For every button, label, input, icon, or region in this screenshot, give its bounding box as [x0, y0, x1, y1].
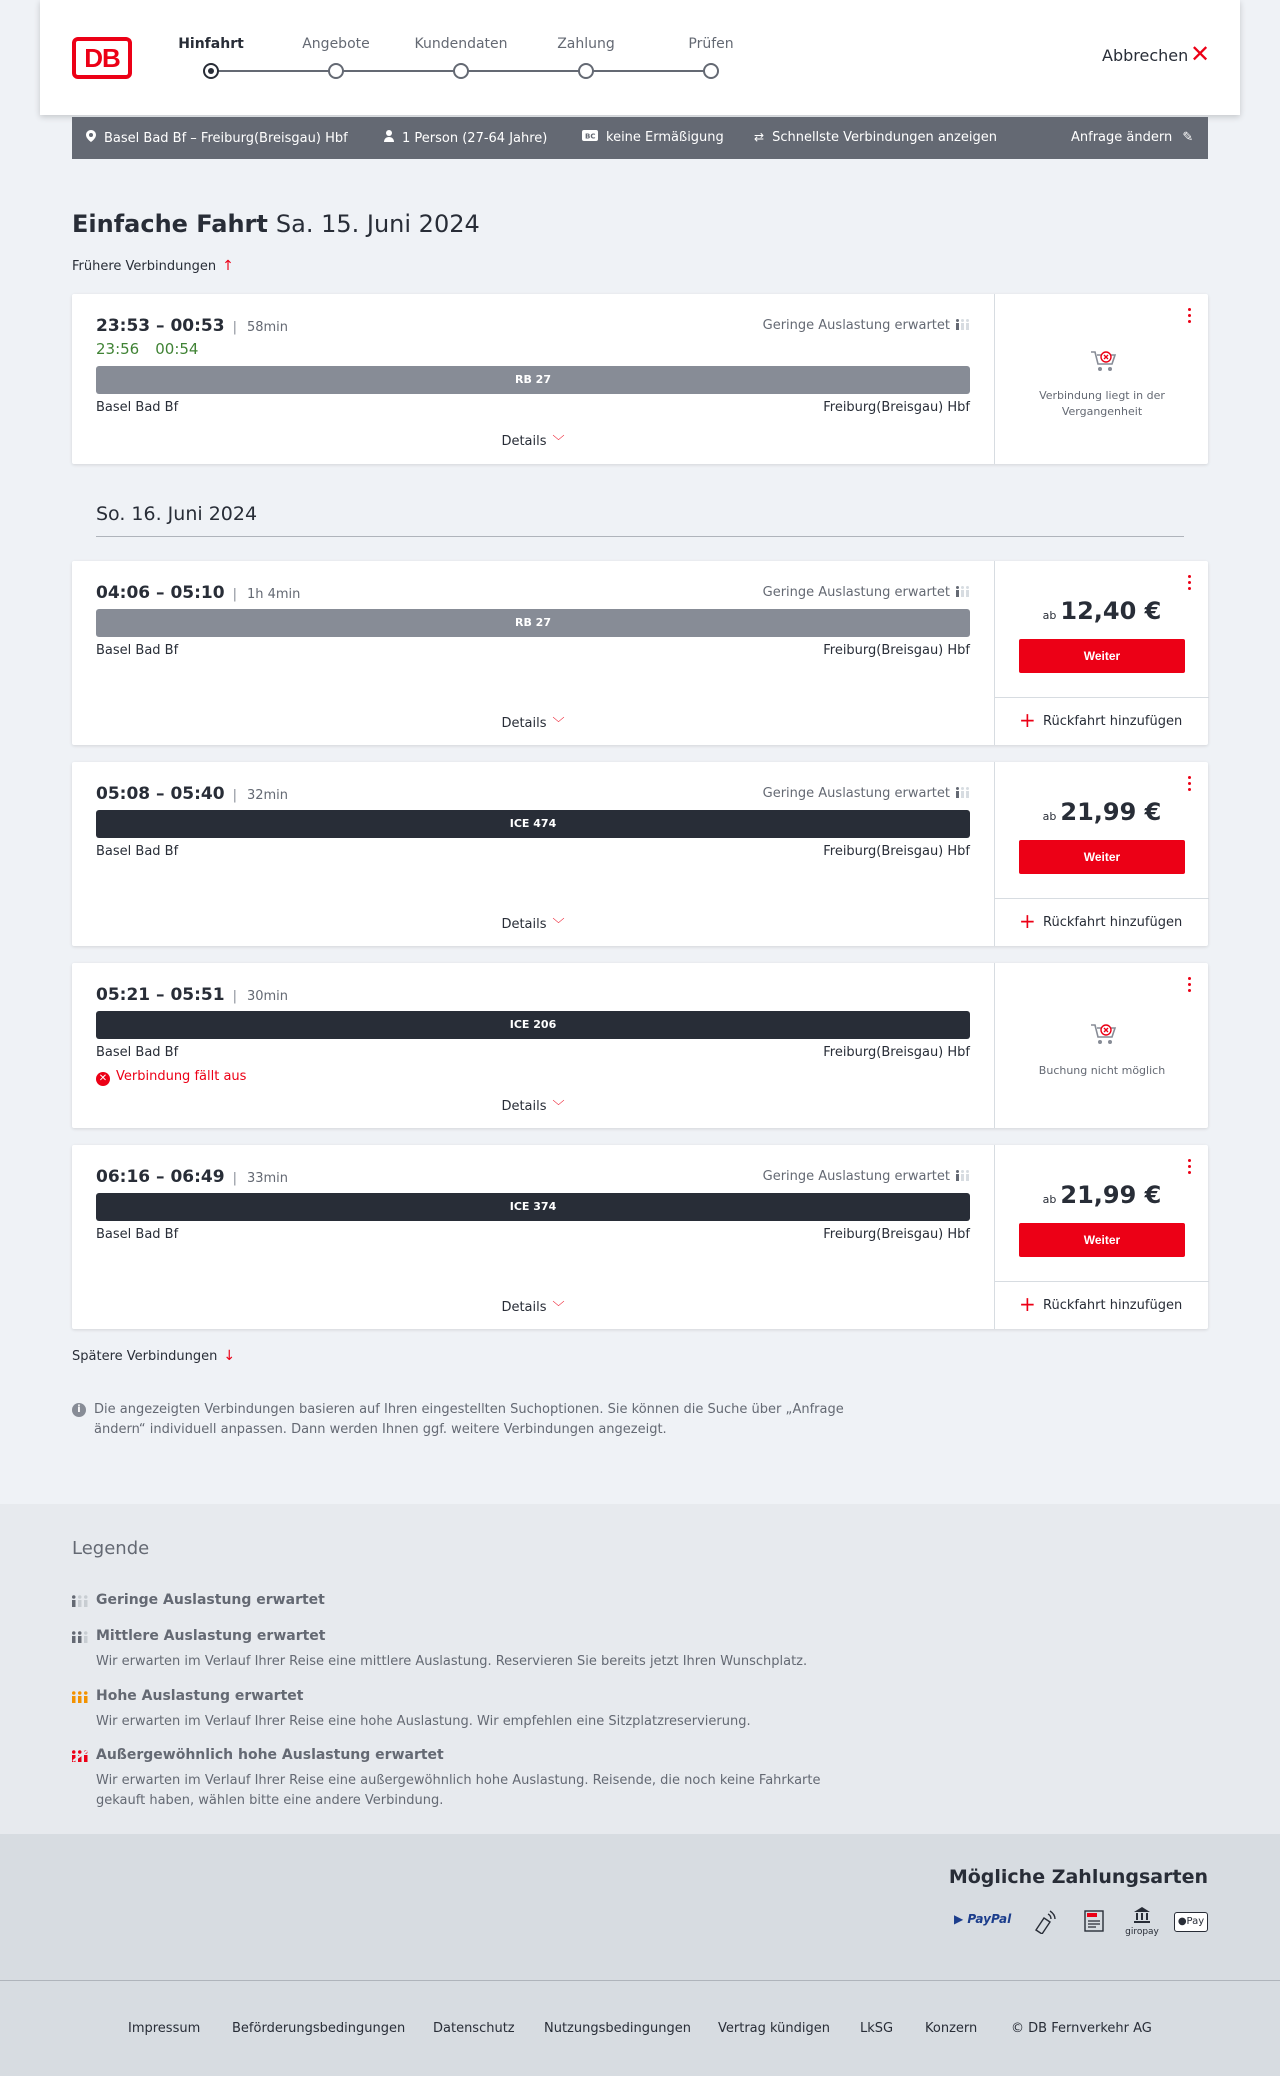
unavailable-status: Verbindung liegt in der Vergangenheit: [1039, 389, 1165, 418]
continue-button[interactable]: Weiter: [1019, 1223, 1185, 1257]
paypal-logo: ▶ PayPal: [954, 1912, 1012, 1926]
load-text: Geringe Auslastung erwartet: [762, 1169, 950, 1184]
sepa-invoice-icon: [1082, 1908, 1108, 1934]
low-load-icon: [72, 1595, 88, 1607]
page-title: [72, 210, 480, 238]
duration: | 30min: [233, 989, 288, 1004]
connection-offer: [994, 294, 1208, 464]
more-options-icon[interactable]: [1188, 977, 1192, 995]
giropay-logo: [1124, 1906, 1160, 1940]
connection-offer: [994, 762, 1208, 946]
realtime-times: [96, 340, 214, 358]
legend-title: Legende: [72, 1538, 150, 1559]
footer-link-impressum[interactable]: Impressum: [128, 2021, 201, 2036]
duration: | 33min: [233, 1171, 288, 1186]
cart-unavailable-icon: [1089, 1021, 1117, 1047]
price: [995, 798, 1209, 826]
close-icon[interactable]: ✕: [1190, 40, 1211, 68]
price-value: 21,99 €: [1060, 798, 1162, 826]
footer-copyright: © DB Fernverkehr AG: [1011, 2021, 1152, 2036]
connection-offer: [994, 561, 1208, 745]
details-label: Details: [501, 917, 547, 932]
add-return-label: Rückfahrt hinzufügen: [1043, 714, 1183, 729]
bahncard-icon: [582, 130, 598, 144]
cancelled-notice: [96, 1069, 246, 1086]
load-indicator: [763, 318, 970, 333]
legend-item-label: Außergewöhnlich hohe Auslastung erwartet: [96, 1747, 444, 1763]
cart-unavailable-icon: [1089, 348, 1117, 374]
page-title-text: Einfache Fahrt: [72, 210, 268, 238]
connection-offer: [994, 1145, 1208, 1329]
legend-item: [72, 1747, 872, 1811]
step-dot: [453, 63, 469, 79]
price-prefix: ab: [1042, 1193, 1057, 1206]
legend-item-title: [72, 1688, 872, 1704]
details-toggle[interactable]: [72, 714, 994, 731]
legend-item: [72, 1688, 872, 1732]
footer-link-vertrag-kuendigen[interactable]: Vertrag kündigen: [718, 2021, 830, 2036]
connection-offer: [994, 963, 1208, 1128]
footer: [0, 1980, 1280, 2076]
step-label: Prüfen: [688, 36, 734, 52]
train-bar[interactable]: RB 27: [96, 366, 970, 394]
train-bar[interactable]: ICE 206: [96, 1011, 970, 1039]
load-indicator: [763, 786, 970, 801]
train-bar[interactable]: ICE 374: [96, 1193, 970, 1221]
add-return-trip-button[interactable]: [995, 1281, 1209, 1329]
query-fastest-text: Schnellste Verbindungen anzeigen: [772, 130, 997, 145]
low-load-icon: [956, 319, 970, 330]
origin-station: Basel Bad Bf: [96, 1227, 179, 1242]
times-text: 05:21 – 05:51: [96, 985, 225, 1005]
footer-link-datenschutz[interactable]: Datenschutz: [433, 2021, 515, 2036]
info-notice: [72, 1400, 872, 1440]
more-options-icon[interactable]: [1188, 575, 1192, 593]
duration: | 32min: [233, 788, 288, 803]
destination-station: Freiburg(Breisgau) Hbf: [823, 400, 970, 415]
times-text: 04:06 – 05:10: [96, 583, 225, 603]
footer-link-lksg[interactable]: LkSG: [860, 2021, 894, 2036]
low-load-icon: [956, 1170, 970, 1181]
step-label: Hinfahrt: [178, 36, 244, 52]
query-fastest: [754, 130, 997, 145]
chevron-down-icon: ﹀: [552, 1099, 565, 1113]
details-label: Details: [501, 434, 547, 449]
footer-link-befoerderungsbedingungen[interactable]: Beförderungsbedingungen: [232, 2021, 406, 2036]
price: [995, 597, 1209, 625]
times-text: 23:53 – 00:53: [96, 316, 225, 336]
details-toggle[interactable]: [72, 1097, 994, 1114]
legend-item-label: Mittlere Auslastung erwartet: [96, 1628, 326, 1644]
details-toggle[interactable]: [72, 915, 994, 932]
more-options-icon[interactable]: [1188, 776, 1192, 794]
add-return-label: Rückfahrt hinzufügen: [1043, 1298, 1183, 1313]
legend-item-desc: Wir erwarten im Verlauf Ihrer Reise eine mittlere Auslastung. Reservieren Sie bereits jetzt Ihren Wunschplatz.: [96, 1654, 808, 1669]
query-summary-bar: [72, 117, 1208, 159]
footer-link-nutzungsbedingungen[interactable]: Nutzungsbedingungen: [544, 2021, 691, 2036]
legend-item-title: [72, 1628, 872, 1644]
details-label: Details: [501, 716, 547, 731]
giropay-label: giropay: [1125, 1927, 1159, 1937]
apple-pay-logo: [1174, 1912, 1208, 1932]
plus-icon: +: [1019, 708, 1036, 732]
header: [40, 0, 1240, 115]
step-dot: [578, 63, 594, 79]
query-discount: [582, 130, 724, 145]
plus-icon: +: [1019, 909, 1036, 933]
chevron-down-icon: ﹀: [552, 434, 565, 448]
step-dot: [703, 63, 719, 79]
connection-times: [96, 784, 288, 804]
continue-button[interactable]: Weiter: [1019, 639, 1185, 673]
connection-times: [96, 1167, 288, 1187]
origin-station: Basel Bad Bf: [96, 844, 179, 859]
load-text: Geringe Auslastung erwartet: [762, 786, 950, 801]
payment-methods-section: [0, 1834, 1280, 1980]
more-options-icon[interactable]: [1188, 308, 1192, 326]
step-label: Kundendaten: [414, 36, 508, 52]
destination-station: Freiburg(Breisgau) Hbf: [823, 643, 970, 658]
load-indicator: [763, 1169, 970, 1184]
legend-item-title: [72, 1747, 872, 1763]
destination-station: Freiburg(Breisgau) Hbf: [823, 844, 970, 859]
train-bar[interactable]: RB 27: [96, 609, 970, 637]
price-value: 12,40 €: [1060, 597, 1162, 625]
medium-load-icon: [72, 1631, 88, 1643]
chevron-down-icon: ﹀: [552, 917, 565, 931]
continue-button[interactable]: Weiter: [1019, 840, 1185, 874]
legend-item: [72, 1592, 872, 1608]
cancelled-text: Verbindung fällt aus: [116, 1069, 247, 1084]
add-return-label: Rückfahrt hinzufügen: [1043, 915, 1183, 930]
connection-main[interactable]: [72, 963, 994, 1128]
connection-card: [72, 963, 1208, 1128]
query-route-text: Basel Bad Bf – Freiburg(Breisgau) Hbf: [104, 131, 348, 146]
later-connections-link[interactable]: [72, 1348, 235, 1364]
location-pin-icon: [86, 130, 96, 145]
load-indicator: [763, 585, 970, 600]
more-options-icon[interactable]: [1188, 1159, 1192, 1177]
day-separator: So. 16. Juni 2024: [96, 503, 258, 525]
day-separator-line: [96, 536, 1184, 537]
connection-times: [96, 316, 288, 336]
connection-times: [96, 583, 300, 603]
cancel-button[interactable]: Abbrechen: [1102, 46, 1189, 65]
legend-item-desc: Wir erwarten im Verlauf Ihrer Reise eine hohe Auslastung. Wir empfehlen eine Sitzplatzreservierung.: [96, 1714, 751, 1729]
details-toggle[interactable]: [72, 432, 994, 449]
origin-station: Basel Bad Bf: [96, 1045, 179, 1060]
person-icon: [384, 130, 394, 145]
query-persons-text: 1 Person (27-64 Jahre): [402, 131, 548, 146]
query-discount-text: keine Ermäßigung: [606, 130, 724, 145]
destination-station: Freiburg(Breisgau) Hbf: [823, 1227, 970, 1242]
connection-card: [72, 294, 1208, 464]
query-persons: [384, 130, 547, 146]
connection-card: [72, 762, 1208, 946]
arrow-up-icon: ↑: [222, 258, 234, 274]
plus-icon: +: [1019, 1292, 1036, 1316]
step-dot-active: [203, 63, 219, 79]
later-connections-label: Spätere Verbindungen: [72, 1349, 218, 1364]
step-dot: [328, 63, 344, 79]
details-label: Details: [501, 1300, 547, 1315]
connection-card: [72, 1145, 1208, 1329]
unavailable-status: Buchung nicht möglich: [1038, 1064, 1166, 1077]
details-toggle[interactable]: [72, 1298, 994, 1315]
connection-times: [96, 985, 288, 1005]
connection-main[interactable]: [72, 561, 994, 745]
load-text: Geringe Auslastung erwartet: [762, 318, 950, 333]
price-value: 21,99 €: [1060, 1181, 1162, 1209]
paypal-label: PayPal: [967, 1912, 1012, 1926]
legend-item-label: Geringe Auslastung erwartet: [96, 1592, 325, 1608]
origin-station: Basel Bad Bf: [96, 400, 179, 415]
legend-section: [0, 1504, 1280, 1834]
pencil-icon: ✎: [1182, 130, 1194, 145]
connection-card: [72, 561, 1208, 745]
arrow-down-icon: ↓: [223, 1348, 236, 1364]
details-label: Details: [501, 1099, 547, 1114]
legend-item-desc: Wir erwarten im Verlauf Ihrer Reise eine außergewöhnlich hohe Auslastung. Reisende, die noch keine Fahrkarte gekauft haben, wählen bitte eine andere Verbindung.: [96, 1773, 821, 1808]
info-icon: i: [72, 1403, 86, 1417]
step-label: Angebote: [302, 36, 370, 52]
connection-main[interactable]: [72, 294, 994, 464]
duration: | 58min: [233, 320, 288, 335]
realtime-arrival: 00:54: [155, 340, 199, 358]
connection-main[interactable]: [72, 1145, 994, 1329]
add-return-trip-button[interactable]: [995, 898, 1209, 946]
chevron-down-icon: ﹀: [552, 1300, 565, 1314]
bank-icon: [1132, 1906, 1152, 1924]
price-prefix: ab: [1042, 810, 1057, 823]
destination-station: Freiburg(Breisgau) Hbf: [823, 1045, 970, 1060]
db-logo[interactable]: DB: [72, 37, 132, 79]
duration: | 1h 4min: [233, 587, 301, 602]
swap-arrows-icon: ⇄: [754, 130, 765, 144]
earlier-connections-link[interactable]: [72, 258, 234, 274]
high-load-icon: [72, 1691, 88, 1703]
origin-station: Basel Bad Bf: [96, 643, 179, 658]
chevron-down-icon: ﹀: [552, 716, 565, 730]
change-query-label: Anfrage ändern: [1071, 130, 1173, 145]
train-bar[interactable]: ICE 474: [96, 810, 970, 838]
apple-pay-label: Pay: [1186, 1916, 1205, 1927]
low-load-icon: [956, 787, 970, 798]
footer-link-konzern[interactable]: Konzern: [925, 2021, 978, 2036]
earlier-connections-label: Frühere Verbindungen: [72, 259, 217, 274]
low-load-icon: [956, 586, 970, 597]
realtime-departure: 23:56: [96, 340, 140, 358]
change-query-button[interactable]: [1071, 130, 1193, 145]
load-text: Geringe Auslastung erwartet: [762, 585, 950, 600]
connection-main[interactable]: [72, 762, 994, 946]
price: [995, 1181, 1209, 1209]
query-route: [86, 130, 348, 146]
error-icon: ✕: [96, 1072, 110, 1086]
info-text: Die angezeigten Verbindungen basieren auf Ihren eingestellten Suchoptionen. Sie können die Suche über „Anfrage ändern“ individuell anpassen. Dann werden Ihnen ggf. weitere Verbindungen angezeigt.: [94, 1402, 844, 1437]
legend-item-title: [72, 1592, 872, 1608]
svg-text:BC: BC: [585, 132, 596, 141]
legend-item: [72, 1628, 872, 1672]
credit-card-contactless-icon: [1032, 1908, 1058, 1934]
times-text: 06:16 – 06:49: [96, 1167, 225, 1187]
apple-icon: ●: [1177, 1916, 1187, 1927]
payment-title: Mögliche Zahlungsarten: [948, 1866, 1208, 1888]
add-return-trip-button[interactable]: [995, 697, 1209, 745]
price-prefix: ab: [1042, 609, 1057, 622]
times-text: 05:08 – 05:40: [96, 784, 225, 804]
legend-item-label: Hohe Auslastung erwartet: [96, 1688, 304, 1704]
extreme-load-icon: [72, 1750, 88, 1762]
page-date: Sa. 15. Juni 2024: [275, 210, 480, 238]
step-label: Zahlung: [557, 36, 615, 52]
